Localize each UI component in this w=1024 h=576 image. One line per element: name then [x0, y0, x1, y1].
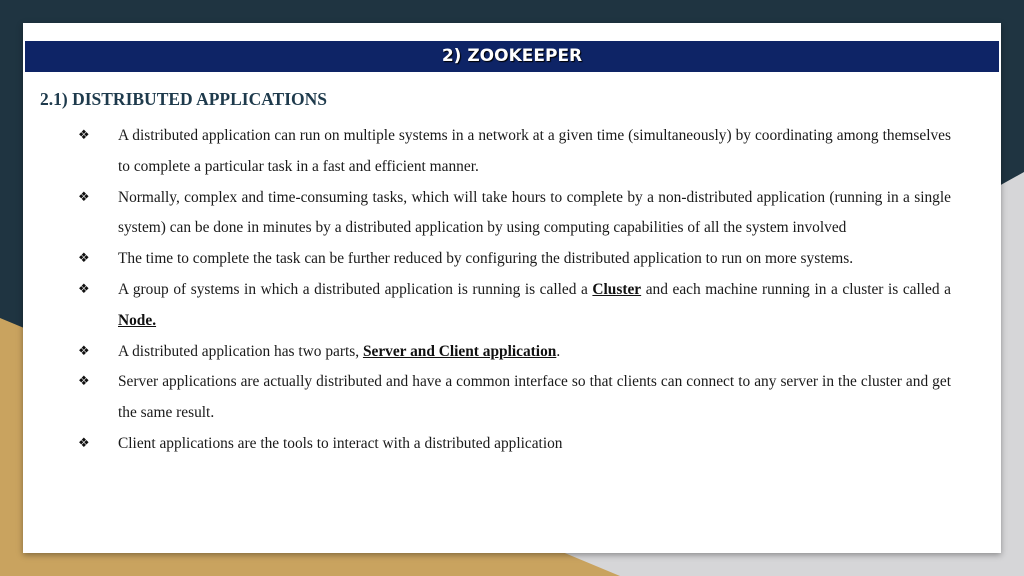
node-keyword: Node.	[118, 311, 157, 329]
diamond-bullet-icon: ❖	[78, 128, 90, 143]
bullet-text: Server applications are actually distributed and have a common interface so that clients can connect to any server in the cluster and get the same result.	[118, 373, 951, 422]
bullet-item	[78, 121, 951, 183]
section-heading: 2.1) DISTRIBUTED APPLICATIONS	[40, 89, 328, 109]
bullet-text: and each machine running in a cluster is called a	[641, 280, 951, 298]
bullet-item	[78, 429, 951, 460]
slide-title: 2) ZOOKEEPER	[25, 41, 999, 72]
bullet-text: A distributed application can run on multiple systems in a network at a given time (simultaneously) by coordinating among themselves to complete a particular task in a fast and efficient manner.	[118, 127, 951, 175]
diamond-bullet-icon: ❖	[78, 343, 90, 359]
bullet-item	[78, 275, 951, 337]
bullet-text: A distributed application has two parts,	[118, 342, 363, 360]
cluster-keyword: Cluster	[592, 280, 642, 298]
bullet-text: Normally, complex and time-consuming tasks, which will take hours to complete by a non-distributed application (running in a single system) can be done in minutes by a distributed application by using computing capabilities of all the system involved	[118, 188, 951, 237]
bullet-item	[78, 367, 951, 429]
server-client-keyword: Server and Client application	[362, 342, 557, 360]
bullet-text: .	[556, 342, 561, 360]
diamond-bullet-icon: ❖	[78, 435, 90, 451]
diamond-bullet-icon: ❖	[78, 281, 90, 297]
bullet-item	[78, 183, 951, 245]
bullet-text: Client applications are the tools to interact with a distributed application	[118, 434, 563, 452]
bullet-text: The time to complete the task can be further reduced by configuring the distributed application to run on more systems.	[118, 250, 854, 268]
bullet-text: A group of systems in which a distributed application is running is called a	[118, 280, 593, 298]
bullet-item	[78, 244, 951, 275]
slide-card	[23, 23, 1001, 553]
diamond-bullet-icon: ❖	[78, 251, 90, 267]
diamond-bullet-icon: ❖	[78, 189, 90, 205]
bullet-list	[78, 121, 951, 460]
diamond-bullet-icon: ❖	[78, 374, 90, 390]
bullet-item	[78, 337, 951, 368]
